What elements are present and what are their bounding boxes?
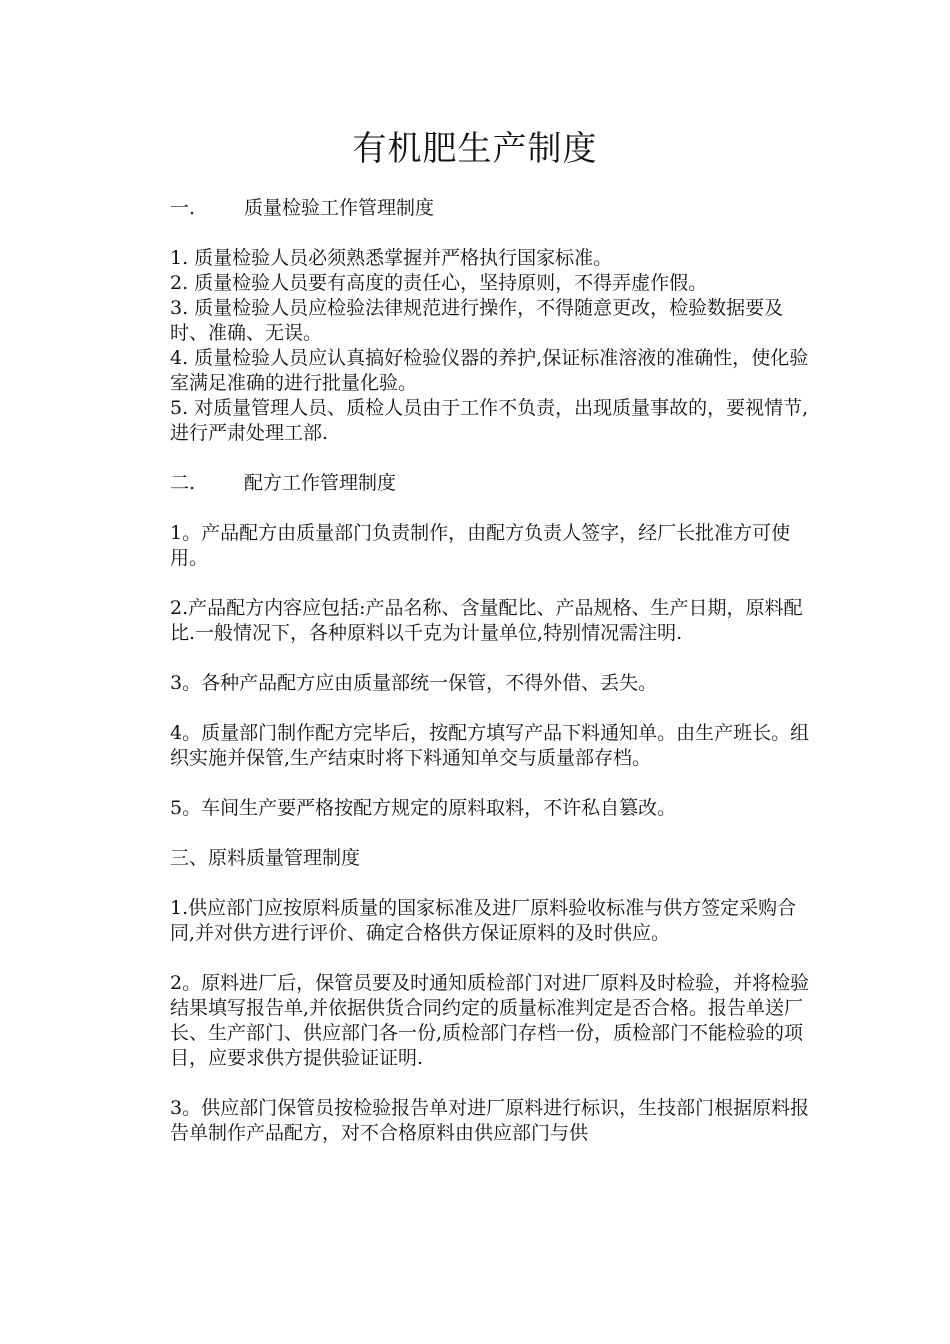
list-item: 1。产品配方由质量部门负责制作，由配方负责人签字，经厂长批准方可使用。: [170, 522, 791, 569]
section-3-heading: 三、原料质量管理制度: [170, 847, 361, 869]
section-2-heading: [170, 471, 810, 496]
list-item: 3. 质量检验人员应检验法律规范进行操作，不得随意更改，检验数据要及时、准确、无误。: [170, 297, 784, 344]
list-item: 3。供应部门保管员按检验报告单对进厂原料进行标识，生技部门根据原料报告单制作产品配方，对不合格原料由供应部门与供: [170, 1097, 810, 1144]
list-item: 1. 质量检验人员必须熟悉掌握并严格执行国家标准。: [170, 247, 613, 269]
document-body: [170, 196, 810, 1146]
list-item: 2.产品配方内容应包括:产品名称、含量配比、产品规格、生产日期，原料配比.一般情况下，各种原料以千克为计量单位,特别情况需注明.: [170, 597, 803, 644]
page-title: 有机肥生产制度: [352, 129, 598, 169]
list-item: 5. 对质量管理人员、质检人员由于工作不负责，出现质量事故的，要视情节,进行严肃处理工部.: [170, 397, 809, 444]
list-item: 3。各种产品配方应由质量部统一保管，不得外借、丢失。: [170, 672, 658, 694]
list-item: 1.供应部门应按原料质量的国家标准及进厂原料验收标准与供方签定采购合同,并对供方进行评价、确定合格供方保证原料的及时供应。: [170, 897, 797, 944]
list-item: 2. 质量检验人员要有高度的责任心，坚持原则，不得弄虚作假。: [170, 272, 708, 294]
list-item: 5。车间生产要严格按配方规定的原料取料，不许私自篡改。: [170, 797, 677, 819]
list-item: 4。质量部门制作配方完毕后，按配方填写产品下料通知单。由生产班长。组织实施并保管,生产结束时将下料通知单交与质量部存档。: [170, 722, 810, 769]
section-1-number: 一.: [170, 197, 196, 219]
list-item: 2。原料进厂后，保管员要及时通知质检部门对进厂原料及时检验，并将检验结果填写报告单,并依据供货合同约定的质量标准判定是否合格。报告单送厂长、生产部门、供应部门各一份,质检部门存档一份，质检部门不能检验的项目，应要求供方提供验证证明.: [170, 972, 810, 1069]
section-2-title: 配方工作管理制度: [244, 472, 397, 494]
section-1-heading: [170, 196, 810, 221]
list-item: 4. 质量检验人员应认真搞好检验仪器的养护,保证标准溶液的准确性，使化验室满足准确的进行批量化验。: [170, 347, 809, 394]
section-2-number: 二.: [170, 472, 196, 494]
section-1-title: 质量检验工作管理制度: [244, 197, 435, 219]
